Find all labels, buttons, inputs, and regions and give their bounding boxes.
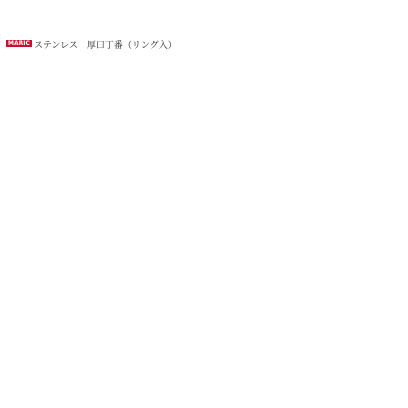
brand-badge: MARIC [8, 40, 30, 47]
page-title: ステンレス 厚口丁番（リング入） [34, 41, 177, 51]
